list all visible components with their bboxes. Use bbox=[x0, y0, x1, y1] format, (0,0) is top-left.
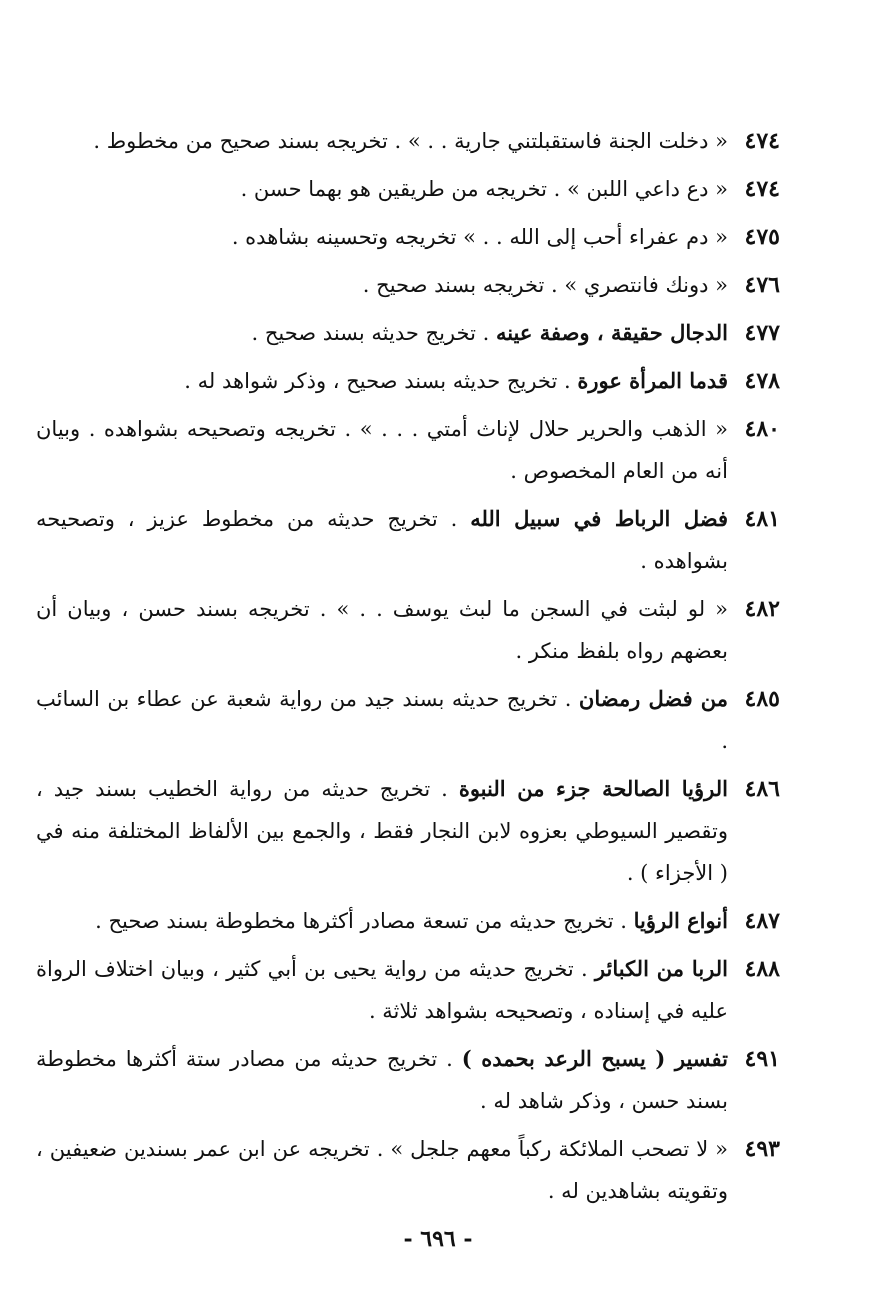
index-entry bbox=[36, 120, 780, 162]
entry-description: . تخريج حديثه بسند جيد من رواية شعبة عن عطاء بن السائب . bbox=[36, 687, 728, 753]
entry-number: ٤٨٧ bbox=[744, 908, 780, 934]
entry-title: من فضل رمضان bbox=[578, 686, 729, 711]
entry-text bbox=[36, 264, 728, 306]
entry-text bbox=[36, 312, 728, 354]
entry-description: . تخريج حديثه من تسعة مصادر أكثرها مخطوطة بسند صحيح . bbox=[95, 909, 634, 933]
entry-number: ٤٨١ bbox=[744, 506, 780, 532]
entry-text bbox=[36, 216, 728, 258]
index-entry bbox=[36, 498, 780, 582]
index-entry bbox=[36, 948, 780, 1032]
index-entry bbox=[36, 168, 780, 210]
index-entry bbox=[36, 312, 780, 354]
entry-number: ٤٩١ bbox=[744, 1046, 780, 1072]
entry-description: « لا تصحب الملائكة ركباً معهم جلجل » . تخريجه عن ابن عمر بسندين ضعيفين ، وتقويته بشاهدين له . bbox=[36, 1137, 728, 1203]
entry-number: ٤٧٥ bbox=[744, 224, 780, 250]
entry-description: . تخريج حديثه من مخطوط عزيز ، وتصحيحه بشواهده . bbox=[36, 507, 728, 573]
entry-number: ٤٧٤ bbox=[744, 176, 780, 202]
entry-title: قدما المرأة عورة bbox=[577, 368, 728, 393]
entry-number: ٤٧٧ bbox=[744, 320, 780, 346]
entry-description: « دونك فانتصري » . تخريجه بسند صحيح . bbox=[362, 273, 728, 297]
entry-description: « دع داعي اللبن » . تخريجه من طريقين هو بهما حسن . bbox=[240, 177, 728, 201]
index-entry bbox=[36, 264, 780, 306]
entry-title: فضل الرباط في سبيل الله bbox=[470, 506, 728, 531]
index-list bbox=[36, 120, 780, 1218]
entry-number: ٤٩٣ bbox=[744, 1136, 780, 1162]
entry-number: ٤٨٠ bbox=[744, 416, 780, 442]
entry-description: « لو لبثت في السجن ما لبث يوسف . . » . تخريجه بسند حسن ، وبيان أن بعضهم رواه بلفظ منكر . bbox=[36, 597, 728, 663]
entry-text bbox=[36, 168, 728, 210]
entry-number: ٤٨٢ bbox=[744, 596, 780, 622]
entry-text bbox=[36, 1038, 728, 1122]
page-number: - ٦٩٦ - bbox=[403, 1226, 473, 1252]
entry-description: . تخريج حديثه بسند صحيح ، وذكر شواهد له . bbox=[184, 369, 578, 393]
entry-text bbox=[36, 408, 728, 492]
entry-title: الدجال حقيقة ، وصفة عينه bbox=[495, 320, 728, 345]
entry-text bbox=[36, 678, 728, 762]
index-entry bbox=[36, 216, 780, 258]
entry-number: ٤٨٥ bbox=[744, 686, 780, 712]
entry-title: الرؤيا الصالحة جزء من النبوة bbox=[458, 776, 728, 801]
index-entry bbox=[36, 408, 780, 492]
entry-description: « الذهب والحرير حلال لإناث أمتي . . . » . تخريجه وتصحيحه بشواهده . وبيان أنه من العام المخصوص . bbox=[36, 417, 728, 483]
entry-text bbox=[36, 120, 728, 162]
entry-text bbox=[36, 588, 728, 672]
entry-description: . تخريج حديثه بسند صحيح . bbox=[251, 321, 496, 345]
entry-text bbox=[36, 948, 728, 1032]
entry-title: تفسير ( يسبح الرعد بحمده ) bbox=[461, 1046, 728, 1071]
entry-text bbox=[36, 498, 728, 582]
entry-number: ٤٨٨ bbox=[744, 956, 780, 982]
index-entry bbox=[36, 768, 780, 894]
entry-number: ٤٧٤ bbox=[744, 128, 780, 154]
index-entry bbox=[36, 1038, 780, 1122]
entry-description: « دخلت الجنة فاستقبلتني جارية . . » . تخريجه بسند صحيح من مخطوط . bbox=[93, 129, 728, 153]
index-entry bbox=[36, 360, 780, 402]
index-entry bbox=[36, 588, 780, 672]
index-entry bbox=[36, 678, 780, 762]
entry-text bbox=[36, 1128, 728, 1212]
entry-text bbox=[36, 900, 728, 942]
entry-title: أنواع الرؤيا bbox=[633, 908, 728, 933]
index-entry bbox=[36, 900, 780, 942]
entry-description: . تخريج حديثه من رواية يحيى بن أبي كثير ، وبيان اختلاف الرواة عليه في إسناده ، وتصحيحه بشواهد ثلاثة . bbox=[36, 957, 728, 1023]
entry-text bbox=[36, 768, 728, 894]
entry-description: « دم عفراء أحب إلى الله . . » تخريجه وتحسينه بشاهده . bbox=[231, 225, 728, 249]
entry-number: ٤٧٦ bbox=[744, 272, 780, 298]
index-entry bbox=[36, 1128, 780, 1212]
entry-description: . تخريج حديثه من رواية الخطيب بسند جيد ، وتقصير السيوطي بعزوه لابن النجار فقط ، والجمع بين الألفاظ المختلفة منه في ( الأجزاء ) . bbox=[36, 777, 728, 885]
entry-title: الربا من الكبائر bbox=[594, 956, 728, 981]
entry-text bbox=[36, 360, 728, 402]
entry-number: ٤٨٦ bbox=[744, 776, 780, 802]
entry-number: ٤٧٨ bbox=[744, 368, 780, 394]
entry-description: . تخريج حديثه من مصادر ستة أكثرها مخطوطة بسند حسن ، وذكر شاهد له . bbox=[36, 1047, 728, 1113]
